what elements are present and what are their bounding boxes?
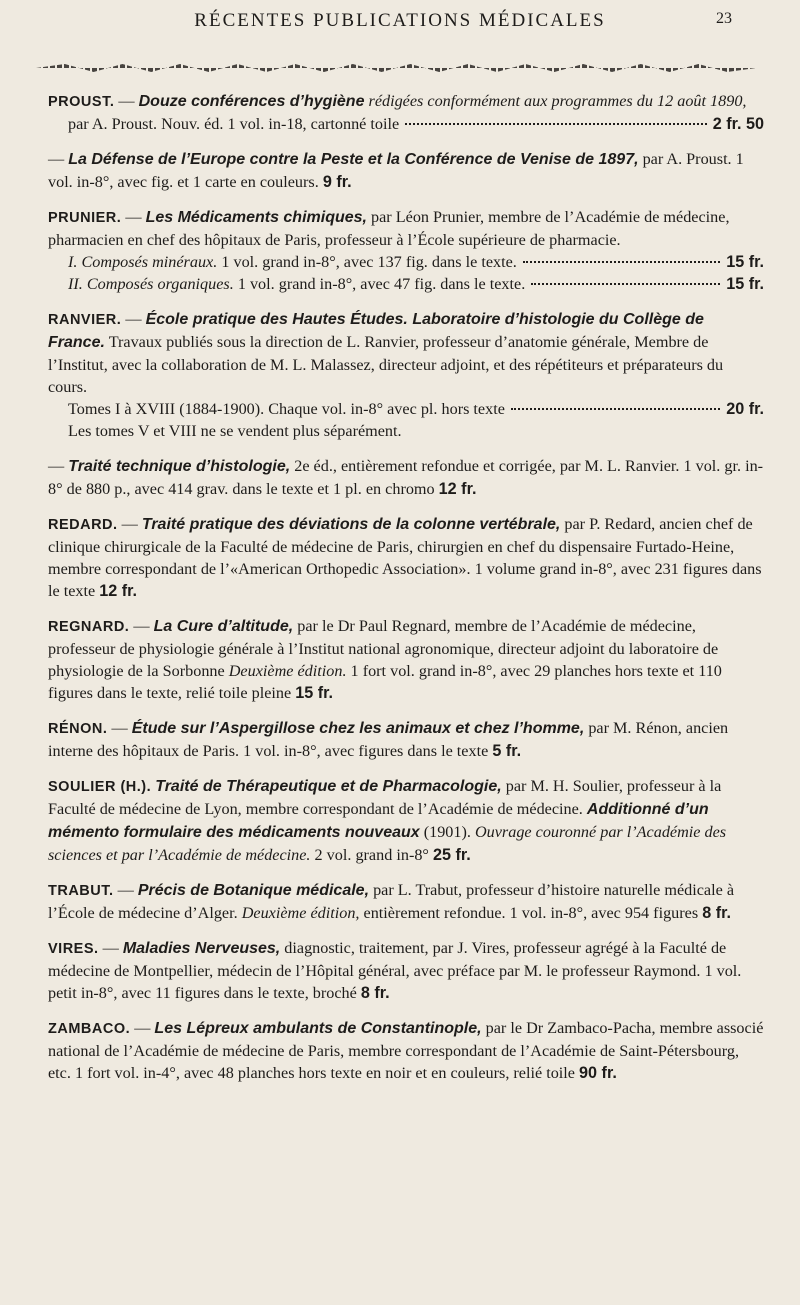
entry-price: 15 fr. xyxy=(726,275,764,293)
running-header xyxy=(0,10,800,40)
entry-author: SOULIER (H.). xyxy=(48,779,152,795)
entry-title-italic: rédigées conformément aux programmes du 12 août 1890, xyxy=(368,92,747,110)
entry-body-2: (1901). xyxy=(423,823,471,841)
subentry-title: I. Composés minéraux. xyxy=(68,253,218,271)
entry-price: 15 fr. xyxy=(295,684,334,702)
entry-price: 12 fr. xyxy=(99,582,138,600)
page-number: 23 xyxy=(716,10,732,27)
list-item: PRUNIER. — Les Médicaments chimiques, par Léon Prunier, membre de l’Académie de médecine, pharmacien en chef des hôpitaux de Paris, professeur à l’École supérieure de pharmacie. I. Composés minéraux. 1 vol. grand in-8°, avec 137 fig. dans le texte. 15 fr. II. Composés organiques. 1 vol. grand in-8°, avec 47 fig. dans le texte. 15 fr. xyxy=(48,208,764,293)
entry-title: Les Lépreux ambulants de Constantinople, xyxy=(154,1020,482,1037)
entry-body: diagnostic, traitement, par J. Vires, professeur agrégé à la Faculté de médecine de Montpellier, médecin de l’Hôpital général, avec préface par M. le professeur Raymond. 1 vol. petit in-8°, avec 11 figures dans le texte, broché xyxy=(48,939,742,1002)
entry-body: 2e éd., entièrement refondue et corrigée, par M. L. Ranvier. 1 vol. gr. in-8° de 880 p., avec 414 grav. dans le texte et 1 pl. en chromo xyxy=(48,457,764,498)
entry-body: par M. H. Soulier, professeur à la Faculté de médecine de Lyon, membre correspondant de l’Académie de médecine. xyxy=(48,777,722,818)
entry-price: 2 fr. 50 xyxy=(712,115,764,133)
entry-body: par A. Proust. 1 vol. in-8°, avec fig. et 1 carte en couleurs. xyxy=(48,150,744,191)
entry-body-2: 1 fort vol. grand in-8°, avec 29 planches hors texte et 110 figures dans le texte, relié toile pleine xyxy=(48,662,722,702)
entry-price: 15 fr. xyxy=(726,253,764,271)
subentry-body: 1 vol. grand in-8°, avec 137 fig. dans le texte. xyxy=(221,253,517,271)
list-item: PROUST. — Douze conférences d’hygiène rédigées conformément aux programmes du 12 août 1890, par A. Proust. Nouv. éd. 1 vol. in-18, cartonné toile 2 fr. 50 xyxy=(48,92,764,133)
entry-price: 5 fr. xyxy=(492,742,522,760)
entry-body: par Léon Prunier, membre de l’Académie de médecine, pharmacien en chef des hôpitaux de Paris, professeur à l’École supérieure de pharmacie. xyxy=(48,208,730,249)
ornamental-rule xyxy=(36,64,756,72)
entry-price: 8 fr. xyxy=(360,984,390,1002)
entry-title: École pratique des Hautes Études. Laboratoire d’histologie du Collège de France. xyxy=(48,311,704,351)
list-item: VIRES. — Maladies Nerveuses, diagnostic, traitement, par J. Vires, professeur agrégé à la Faculté de médecine de Montpellier, médecin de l’Hôpital général, avec préface par M. le professeur Raymond. 1 vol. petit in-8°, avec 11 figures dans le texte, broché 8 fr. xyxy=(48,939,742,1002)
entry-author: RÉNON. xyxy=(48,721,108,737)
list-item: ZAMBACO. — Les Lépreux ambulants de Constantinople, par le Dr Zambaco-Pacha, membre associé national de l’Académie de médecine de Paris, membre correspondant de l’Académie de Saint-Pétersbourg, etc. 1 fort vol. in-4°, avec 48 planches hors texte en noir et en couleurs, relié toile 90 fr. xyxy=(48,1019,764,1082)
subentry-body: 1 vol. grand in-8°, avec 47 fig. dans le texte. xyxy=(237,275,526,293)
list-item: TRABUT. — Précis de Botanique médicale, par L. Trabut, professeur d’histoire naturelle médicale à l’École de médecine d’Alger. Deuxième édition, entièrement refondue. 1 vol. in-8°, avec 954 figures 8 fr. xyxy=(48,881,735,922)
entry-price: 8 fr. xyxy=(702,904,731,922)
entry-body: par M. Rénon, ancien interne des hôpitaux de Paris. 1 vol. in-8°, avec figures dans le texte xyxy=(48,719,729,760)
entry-author: RANVIER. xyxy=(48,312,122,328)
list-item: — La Défense de l’Europe contre la Peste et la Conférence de Venise de 1897, par A. Proust. 1 vol. in-8°, avec fig. et 1 carte en couleurs. 9 fr. xyxy=(48,150,744,191)
entry-body: Travaux publiés sous la direction de L. Ranvier, professeur d’anatomie générale, Membre de l’Institut, avec la collaboration de M. L. Malassez, directeur adjoint, et des répétiteurs et préparateurs du cours. xyxy=(48,333,724,396)
list-item: RANVIER. — École pratique des Hautes Études. Laboratoire d’histologie du Collège de France. Travaux publiés sous la direction de L. Ranvier, professeur d’anatomie générale, Membre de l’Institut, avec la collaboration de M. L. Malassez, directeur adjoint, et des répétiteurs et préparateurs du cours. Tomes I à XVIII (1884-1900). Chaque vol. in-8° avec pl. hors texte 20 fr. Les tomes V et VIII ne se vendent plus séparément. xyxy=(48,310,764,440)
list-item: REGNARD. — La Cure d’altitude, par le Dr Paul Regnard, membre de l’Académie de médecine, professeur de physiologie générale à l’Institut national agronomique, directeur adjoint du laboratoire de physiologie de la Sorbonne Deuxième édition. 1 fort vol. grand in-8°, avec 29 planches hors texte et 110 figures dans le texte, relié toile pleine 15 fr. xyxy=(48,617,722,702)
entry-author: ZAMBACO. xyxy=(48,1021,131,1037)
entry-author: REDARD. xyxy=(48,517,118,533)
entry-body: par le Dr Zambaco-Pacha, membre associé national de l’Académie de médecine de Paris, membre correspondant de l’Académie de Saint-Pétersbourg, etc. 1 fort vol. in-4°, avec 48 planches hors texte en noir et en couleurs, relié toile xyxy=(48,1019,764,1082)
entry-title: La Défense de l’Europe contre la Peste et la Conférence de Venise de 1897, xyxy=(68,151,639,168)
list-item: RÉNON. — Étude sur l’Aspergillose chez les animaux et chez l’homme, par M. Rénon, ancien interne des hôpitaux de Paris. 1 vol. in-8°, avec figures dans le texte 5 fr. xyxy=(48,719,729,760)
entry-body-3: 2 vol. grand in-8° xyxy=(314,846,429,864)
entry-volumes: Tomes I à XVIII (1884-1900). Chaque vol. in-8° avec pl. hors texte xyxy=(68,400,505,418)
list-item xyxy=(48,775,764,866)
entry-title: Traité technique d’histologie, xyxy=(68,458,291,475)
list-item: — Traité technique d’histologie, 2e éd., entièrement refondue et corrigée, par M. L. Ranvier. 1 vol. gr. in-8° de 880 p., avec 414 grav. dans le texte et 1 pl. en chromo 12 fr. xyxy=(48,457,764,498)
entry-body: par P. Redard, ancien chef de clinique chirurgicale de la Faculté de médecine de Paris, chirurgien en chef du dispensaire Furtado-Heine, membre correspondant de l’«American Orthopedic Association». 1 volume grand in-8°, avec 231 figures dans le texte xyxy=(48,515,762,600)
entry-author: REGNARD. xyxy=(48,619,130,635)
entry-title: Douze conférences d’hygiène xyxy=(138,93,365,110)
entry-title: Traité de Thérapeutique et de Pharmacologie, xyxy=(155,778,502,795)
dot-leader xyxy=(531,283,720,285)
dot-leader xyxy=(511,408,720,410)
dot-leader xyxy=(405,123,707,125)
entry-edition: Deuxième édition, xyxy=(241,904,360,922)
entry-body: par le Dr Paul Regnard, membre de l’Académie de médecine, professeur de physiologie générale à l’Institut national agronomique, directeur adjoint du laboratoire de physiologie de la Sorbonne xyxy=(48,617,719,680)
entry-note: Les tomes V et VIII ne se vendent plus séparément. xyxy=(68,422,402,440)
entry-price: 20 fr. xyxy=(726,400,764,418)
entry-body: par L. Trabut, professeur d’histoire naturelle médicale à l’École de médecine d’Alger. xyxy=(48,881,735,922)
entry-body: par A. Proust. Nouv. éd. 1 vol. in-18, cartonné toile xyxy=(68,115,400,133)
entry-title: Précis de Botanique médicale, xyxy=(137,882,370,899)
entry-title-2: Additionné d’un mémento formulaire des médicaments nouveaux xyxy=(48,801,709,841)
entry-author: VIRES. xyxy=(48,941,99,957)
entry-author: TRABUT. xyxy=(48,883,114,899)
entry-award: Ouvrage couronné par l’Académie des sciences et par l’Académie de médecine. xyxy=(48,823,727,864)
entry-price: 9 fr. xyxy=(322,173,352,191)
entry-edition: Deuxième édition. xyxy=(228,662,347,680)
entry-title: Maladies Nerveuses, xyxy=(122,940,281,957)
entry-title: Étude sur l’Aspergillose chez les animaux et chez l’homme, xyxy=(131,720,585,737)
publication-list xyxy=(48,90,764,1097)
entry-price: 12 fr. xyxy=(438,480,477,498)
entry-price: 25 fr. xyxy=(432,846,471,864)
entry-body-2: entièrement refondue. 1 vol. in-8°, avec 954 figures xyxy=(363,904,699,922)
entry-title: La Cure d’altitude, xyxy=(153,618,294,635)
subentry-title: II. Composés organiques. xyxy=(68,275,234,293)
entry-author: PROUST. xyxy=(48,94,115,110)
entry-title: Traité pratique des déviations de la colonne vertébrale, xyxy=(141,516,561,533)
header-title: RÉCENTES PUBLICATIONS MÉDICALES xyxy=(194,10,606,31)
entry-title: Les Médicaments chimiques, xyxy=(145,209,367,226)
entry-price: 90 fr. xyxy=(579,1064,617,1082)
dot-leader xyxy=(523,261,720,263)
list-item: REDARD. — Traité pratique des déviations de la colonne vertébrale, par P. Redard, ancien chef de clinique chirurgicale de la Faculté de médecine de Paris, chirurgien en chef du dispensaire Furtado-Heine, membre correspondant de l’«American Orthopedic Association». 1 volume grand in-8°, avec 231 figures dans le texte 12 fr. xyxy=(48,515,762,600)
entry-author: PRUNIER. xyxy=(48,210,122,226)
